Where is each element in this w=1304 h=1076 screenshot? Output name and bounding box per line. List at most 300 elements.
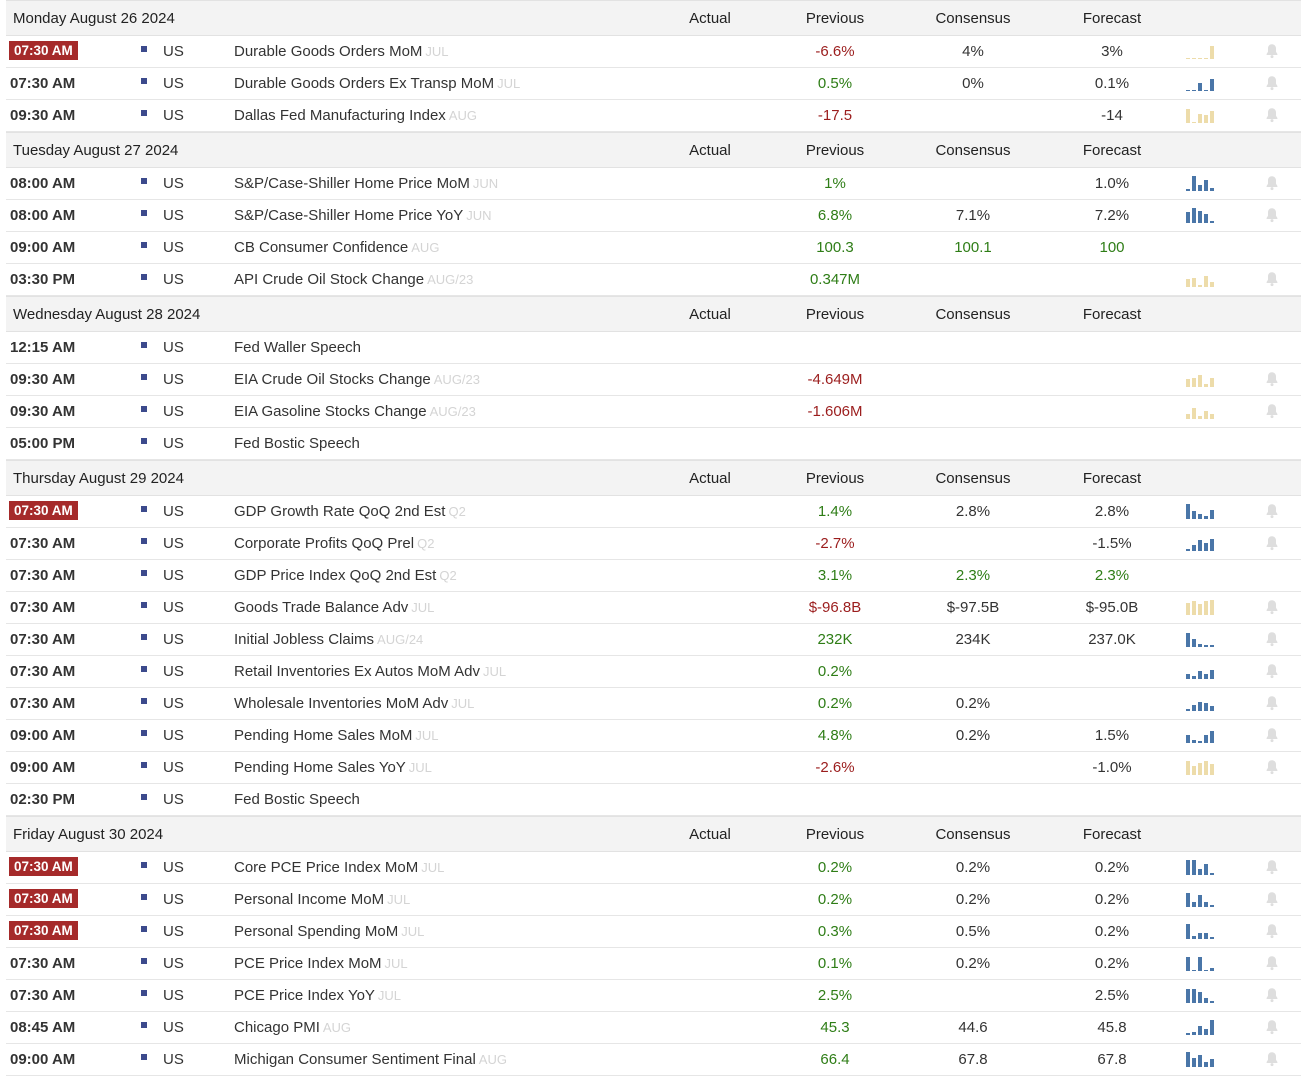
- previous-value: 100.3: [816, 239, 854, 256]
- consensus-value: 0.2%: [955, 859, 991, 876]
- forecast-value: 2.8%: [1094, 503, 1130, 520]
- sparkline-bar: [1186, 633, 1190, 647]
- bell-icon[interactable]: [1265, 107, 1279, 123]
- bell-icon[interactable]: [1265, 207, 1279, 223]
- sparkline-bar: [1204, 411, 1208, 419]
- event-time: 07:30 AM: [9, 889, 78, 908]
- sparkline-bar: [1186, 957, 1190, 971]
- sparkline-bar: [1210, 79, 1214, 91]
- event-row[interactable]: [6, 1044, 1301, 1076]
- sparkline-bar: [1210, 706, 1214, 711]
- consensus-value: 0.2%: [955, 727, 991, 744]
- event-name-link[interactable]: [234, 175, 498, 192]
- forecast-value: 45.8: [1097, 1019, 1127, 1036]
- event-country: US: [163, 207, 184, 224]
- sparkline-bar: [1186, 379, 1190, 387]
- sparkline-chart-icon[interactable]: [1186, 208, 1216, 223]
- sparkline-chart-icon[interactable]: [1186, 924, 1216, 939]
- event-country: US: [163, 175, 184, 192]
- sparkline-bar: [1192, 122, 1196, 123]
- sparkline-chart-icon[interactable]: [1186, 404, 1216, 419]
- previous-value: 4.8%: [817, 727, 853, 744]
- sparkline-chart-icon[interactable]: [1186, 1020, 1216, 1035]
- previous-value: 45.3: [820, 1019, 850, 1036]
- sparkline-bar: [1198, 763, 1202, 775]
- forecast-value: 3%: [1101, 43, 1123, 60]
- event-country: US: [163, 371, 184, 388]
- sparkline-bar: [1192, 408, 1196, 419]
- event-row[interactable]: [6, 1012, 1301, 1044]
- sparkline-bar: [1186, 893, 1190, 907]
- event-name: EIA Crude Oil Stocks Change: [234, 371, 431, 388]
- forecast-value: -1.0%: [1092, 759, 1132, 776]
- event-name: Fed Bostic Speech: [234, 435, 360, 452]
- sparkline-bar: [1186, 924, 1190, 939]
- sparkline-chart-icon[interactable]: [1186, 44, 1216, 59]
- event-row[interactable]: [6, 232, 1301, 264]
- sparkline-bar: [1186, 860, 1190, 875]
- previous-value: -4.649M: [807, 371, 863, 388]
- event-time: 12:15 AM: [10, 339, 76, 356]
- event-name-link[interactable]: [234, 1019, 351, 1036]
- event-country: US: [163, 43, 184, 60]
- event-name-link[interactable]: [234, 371, 480, 388]
- bell-icon[interactable]: [1265, 759, 1279, 775]
- event-name-link[interactable]: [234, 791, 363, 808]
- forecast-value: 0.1%: [1094, 75, 1130, 92]
- us-flag-icon: [141, 78, 157, 89]
- event-name-link[interactable]: [234, 631, 423, 648]
- event-row[interactable]: [6, 624, 1301, 656]
- event-country: US: [163, 271, 184, 288]
- event-country: US: [163, 759, 184, 776]
- sparkline-bar: [1210, 764, 1214, 775]
- event-row[interactable]: [6, 852, 1301, 884]
- bell-icon[interactable]: [1265, 175, 1279, 191]
- event-reference-period: JUL: [497, 76, 521, 91]
- event-country: US: [163, 239, 184, 256]
- bell-icon[interactable]: [1265, 43, 1279, 59]
- sparkline-bar: [1186, 709, 1190, 711]
- forecast-value: 1.0%: [1094, 175, 1130, 192]
- event-name-link[interactable]: [234, 599, 434, 616]
- bell-icon[interactable]: [1265, 503, 1279, 519]
- event-row[interactable]: [6, 560, 1301, 592]
- sparkline-bar: [1210, 378, 1214, 387]
- sparkline-bar: [1198, 58, 1202, 59]
- event-reference-period: JUL: [415, 728, 439, 743]
- consensus-value: 7.1%: [955, 207, 991, 224]
- consensus-value: $-97.5B: [946, 599, 1000, 616]
- event-name: S&P/Case-Shiller Home Price MoM: [234, 175, 470, 192]
- us-flag-icon: [141, 374, 157, 385]
- column-header-consensus: Consensus: [935, 10, 1011, 27]
- sparkline-bar: [1186, 90, 1190, 91]
- event-time: 07:30 AM: [10, 631, 76, 648]
- event-name-link[interactable]: [234, 695, 474, 712]
- previous-value: 66.4: [820, 1051, 850, 1068]
- us-flag-icon: [141, 862, 157, 873]
- event-row[interactable]: [6, 68, 1301, 100]
- event-row[interactable]: [6, 496, 1301, 528]
- sparkline-chart-icon[interactable]: [1186, 728, 1216, 743]
- previous-value: 0.347M: [809, 271, 861, 288]
- event-country: US: [163, 403, 184, 420]
- sparkline-chart-icon[interactable]: [1186, 1052, 1216, 1067]
- column-header-forecast: Forecast: [1082, 826, 1142, 843]
- event-time: 07:30 AM: [10, 75, 76, 92]
- event-name: Durable Goods Orders MoM: [234, 43, 423, 60]
- event-time: 08:45 AM: [10, 1019, 76, 1036]
- sparkline-bar: [1192, 511, 1196, 519]
- sparkline-bar: [1186, 1033, 1190, 1035]
- sparkline-bar: [1210, 188, 1214, 191]
- sparkline-bar: [1204, 90, 1208, 91]
- event-row[interactable]: [6, 720, 1301, 752]
- event-row[interactable]: [6, 168, 1301, 200]
- event-name-link[interactable]: [234, 987, 401, 1004]
- sparkline-bar: [1192, 176, 1196, 191]
- bell-icon[interactable]: [1265, 631, 1279, 647]
- sparkline-bar: [1204, 58, 1208, 59]
- sparkline-bar: [1192, 639, 1196, 647]
- forecast-value: 0.2%: [1094, 955, 1130, 972]
- consensus-value: 2.3%: [955, 567, 991, 584]
- sparkline-chart-icon[interactable]: [1186, 956, 1216, 971]
- event-name-link[interactable]: [234, 859, 444, 876]
- event-row[interactable]: [6, 396, 1301, 428]
- column-header-previous: Previous: [805, 10, 865, 27]
- column-header-consensus: Consensus: [935, 470, 1011, 487]
- sparkline-bar: [1210, 111, 1214, 123]
- event-name: Retail Inventories Ex Autos MoM Adv: [234, 663, 480, 680]
- event-row[interactable]: [6, 528, 1301, 560]
- event-name-link[interactable]: [234, 503, 466, 520]
- event-time: 09:00 AM: [10, 239, 76, 256]
- day-header: [6, 296, 1301, 332]
- forecast-value: 0.2%: [1094, 891, 1130, 908]
- bell-icon[interactable]: [1265, 535, 1279, 551]
- sparkline-bar: [1186, 1052, 1190, 1067]
- column-header-forecast: Forecast: [1082, 470, 1142, 487]
- event-row[interactable]: [6, 332, 1301, 364]
- sparkline-chart-icon[interactable]: [1186, 860, 1216, 875]
- sparkline-bar: [1210, 670, 1214, 679]
- sparkline-bar: [1198, 185, 1202, 191]
- bell-icon[interactable]: [1265, 891, 1279, 907]
- event-time: 05:00 PM: [10, 435, 76, 452]
- sparkline-bar: [1192, 545, 1196, 551]
- consensus-value: 4%: [962, 43, 984, 60]
- event-time: 07:30 AM: [9, 921, 78, 940]
- sparkline-bar: [1210, 1001, 1214, 1003]
- bell-icon[interactable]: [1265, 1051, 1279, 1067]
- bell-icon[interactable]: [1265, 727, 1279, 743]
- us-flag-icon: [141, 634, 157, 645]
- forecast-value: 2.5%: [1094, 987, 1130, 1004]
- sparkline-bar: [1198, 644, 1202, 647]
- day-title: Tuesday August 27 2024: [13, 142, 179, 159]
- sparkline-chart-icon[interactable]: [1186, 536, 1216, 551]
- bell-icon[interactable]: [1265, 859, 1279, 875]
- previous-value: -17.5: [817, 107, 853, 124]
- sparkline-bar: [1198, 1055, 1202, 1067]
- day-title: Friday August 30 2024: [13, 826, 164, 843]
- event-row[interactable]: [6, 916, 1301, 948]
- sparkline-bar: [1210, 731, 1214, 743]
- event-row[interactable]: [6, 428, 1301, 460]
- sparkline-bar: [1204, 970, 1208, 971]
- sparkline-bar: [1198, 741, 1202, 743]
- event-row[interactable]: [6, 884, 1301, 916]
- us-flag-icon: [141, 1054, 157, 1065]
- sparkline-chart-icon[interactable]: [1186, 504, 1216, 519]
- sparkline-bar: [1198, 604, 1202, 615]
- sparkline-chart-icon[interactable]: [1186, 600, 1216, 615]
- bell-icon[interactable]: [1265, 663, 1279, 679]
- previous-value: -2.7%: [815, 535, 855, 552]
- event-name: Core PCE Price Index MoM: [234, 859, 419, 876]
- event-row[interactable]: [6, 364, 1301, 396]
- previous-value: 0.2%: [817, 663, 853, 680]
- event-row[interactable]: [6, 36, 1301, 68]
- bell-icon[interactable]: [1265, 695, 1279, 711]
- forecast-value: 67.8: [1097, 1051, 1127, 1068]
- event-name-link[interactable]: [234, 239, 439, 256]
- event-reference-period: AUG: [448, 108, 477, 123]
- sparkline-chart-icon[interactable]: [1186, 372, 1216, 387]
- event-name-link[interactable]: [234, 107, 477, 124]
- event-row[interactable]: [6, 752, 1301, 784]
- sparkline-bar: [1204, 214, 1208, 223]
- sparkline-bar: [1192, 58, 1196, 59]
- event-name: Fed Waller Speech: [234, 339, 362, 356]
- event-name-link[interactable]: [234, 435, 363, 452]
- previous-value: -2.6%: [815, 759, 855, 776]
- sparkline-bar: [1198, 416, 1202, 419]
- event-name-link[interactable]: [234, 1051, 507, 1068]
- us-flag-icon: [141, 210, 157, 221]
- event-name-link[interactable]: [234, 759, 432, 776]
- forecast-value: -1.5%: [1092, 535, 1132, 552]
- previous-value: 0.5%: [817, 75, 853, 92]
- sparkline-bar: [1210, 968, 1214, 971]
- consensus-value: 0.2%: [955, 955, 991, 972]
- sparkline-bar: [1204, 864, 1208, 875]
- sparkline-bar: [1192, 936, 1196, 939]
- sparkline-bar: [1192, 278, 1196, 287]
- event-row[interactable]: [6, 200, 1301, 232]
- event-row[interactable]: [6, 688, 1301, 720]
- previous-value: 0.2%: [817, 859, 853, 876]
- sparkline-chart-icon[interactable]: [1186, 76, 1216, 91]
- bell-icon[interactable]: [1265, 403, 1279, 419]
- sparkline-chart-icon[interactable]: [1186, 176, 1216, 191]
- event-country: US: [163, 1019, 184, 1036]
- event-row[interactable]: [6, 980, 1301, 1012]
- us-flag-icon: [141, 730, 157, 741]
- event-row[interactable]: [6, 656, 1301, 688]
- event-reference-period: JUL: [425, 44, 449, 59]
- sparkline-bar: [1186, 549, 1190, 551]
- sparkline-bar: [1204, 645, 1208, 647]
- consensus-value: 2.8%: [955, 503, 991, 520]
- event-country: US: [163, 1051, 184, 1068]
- sparkline-chart-icon[interactable]: [1186, 988, 1216, 1003]
- sparkline-chart-icon[interactable]: [1186, 696, 1216, 711]
- event-name-link[interactable]: [234, 339, 364, 356]
- us-flag-icon: [141, 178, 157, 189]
- bell-icon[interactable]: [1265, 1019, 1279, 1035]
- consensus-value: 0%: [962, 75, 984, 92]
- event-country: US: [163, 859, 184, 876]
- day-header: [6, 816, 1301, 852]
- previous-value: -6.6%: [815, 43, 855, 60]
- event-name: Personal Spending MoM: [234, 923, 399, 940]
- event-time: 03:30 PM: [10, 271, 76, 288]
- sparkline-chart-icon[interactable]: [1186, 664, 1216, 679]
- event-country: US: [163, 631, 184, 648]
- sparkline-chart-icon[interactable]: [1186, 632, 1216, 647]
- forecast-value: 100: [1099, 239, 1125, 256]
- bell-icon[interactable]: [1265, 599, 1279, 615]
- bell-icon[interactable]: [1265, 75, 1279, 91]
- event-row[interactable]: [6, 784, 1301, 816]
- sparkline-bar: [1204, 601, 1208, 615]
- event-reference-period: Q2: [417, 536, 435, 551]
- day-title: Thursday August 29 2024: [13, 470, 184, 487]
- sparkline-bar: [1204, 674, 1208, 679]
- sparkline-bar: [1192, 1032, 1196, 1035]
- sparkline-bar: [1192, 766, 1196, 775]
- event-name-link[interactable]: [234, 663, 506, 680]
- event-reference-period: JUL: [421, 860, 445, 875]
- us-flag-icon: [141, 46, 157, 57]
- event-name: CB Consumer Confidence: [234, 239, 409, 256]
- event-country: US: [163, 791, 184, 808]
- event-name: API Crude Oil Stock Change: [234, 271, 425, 288]
- sparkline-bar: [1198, 114, 1202, 123]
- sparkline-bar: [1198, 540, 1202, 551]
- event-row[interactable]: [6, 100, 1301, 132]
- sparkline-bar: [1210, 510, 1214, 519]
- forecast-value: 237.0K: [1088, 631, 1136, 648]
- forecast-value: 0.2%: [1094, 923, 1130, 940]
- sparkline-bar: [1210, 600, 1214, 615]
- event-time: 08:00 AM: [10, 175, 76, 192]
- event-time: 09:30 AM: [10, 371, 76, 388]
- sparkline-bar: [1204, 384, 1208, 387]
- event-name-link[interactable]: [234, 727, 439, 744]
- sparkline-bar: [1204, 761, 1208, 775]
- column-header-consensus: Consensus: [935, 142, 1011, 159]
- event-name-link[interactable]: [234, 567, 457, 584]
- sparkline-bar: [1198, 285, 1202, 287]
- event-name: Personal Income MoM: [234, 891, 385, 908]
- sparkline-bar: [1186, 603, 1190, 615]
- sparkline-chart-icon[interactable]: [1186, 892, 1216, 907]
- event-country: US: [163, 435, 184, 452]
- event-row[interactable]: [6, 948, 1301, 980]
- event-country: US: [163, 987, 184, 1004]
- us-flag-icon: [141, 342, 157, 353]
- sparkline-bar: [1210, 414, 1214, 419]
- bell-icon[interactable]: [1265, 371, 1279, 387]
- sparkline-bar: [1204, 516, 1208, 519]
- sparkline-bar: [1198, 83, 1202, 91]
- bell-icon[interactable]: [1265, 271, 1279, 287]
- event-reference-period: JUN: [472, 176, 499, 191]
- event-name-link[interactable]: [234, 271, 473, 288]
- event-reference-period: AUG/23: [433, 372, 481, 387]
- sparkline-bar: [1198, 1026, 1202, 1035]
- event-country: US: [163, 663, 184, 680]
- event-name: Pending Home Sales MoM: [234, 727, 413, 744]
- us-flag-icon: [141, 1022, 157, 1033]
- event-time: 07:30 AM: [10, 599, 76, 616]
- event-reference-period: AUG/23: [429, 404, 476, 419]
- event-name-link[interactable]: [234, 955, 408, 972]
- event-row[interactable]: [6, 264, 1301, 296]
- event-name-link[interactable]: [234, 43, 449, 60]
- previous-value: 0.2%: [817, 695, 853, 712]
- us-flag-icon: [141, 110, 157, 121]
- event-name: GDP Price Index QoQ 2nd Est: [234, 567, 437, 584]
- event-time: 09:00 AM: [10, 1051, 76, 1068]
- event-reference-period: JUL: [411, 600, 435, 615]
- us-flag-icon: [141, 506, 157, 517]
- column-header-actual: Actual: [689, 470, 731, 487]
- us-flag-icon: [141, 698, 157, 709]
- sparkline-bar: [1192, 676, 1196, 679]
- event-name-link[interactable]: [234, 207, 492, 224]
- sparkline-bar: [1186, 989, 1190, 1003]
- event-country: US: [163, 955, 184, 972]
- event-name-link[interactable]: [234, 891, 410, 908]
- event-name-link[interactable]: [234, 403, 476, 420]
- bell-icon[interactable]: [1265, 923, 1279, 939]
- event-name: Initial Jobless Claims: [234, 631, 375, 648]
- sparkline-bar: [1204, 998, 1208, 1003]
- column-header-actual: Actual: [689, 306, 731, 323]
- bell-icon[interactable]: [1265, 955, 1279, 971]
- event-name: Chicago PMI: [234, 1019, 320, 1036]
- event-country: US: [163, 339, 184, 356]
- forecast-value: $-95.0B: [1085, 599, 1139, 616]
- event-country: US: [163, 107, 184, 124]
- event-country: US: [163, 891, 184, 908]
- sparkline-bar: [1204, 180, 1208, 191]
- bell-icon[interactable]: [1265, 987, 1279, 1003]
- sparkline-bar: [1192, 90, 1196, 91]
- event-name-link[interactable]: [234, 535, 434, 552]
- event-reference-period: AUG: [478, 1052, 507, 1067]
- event-row[interactable]: [6, 592, 1301, 624]
- sparkline-bar: [1192, 601, 1196, 615]
- consensus-value: 0.2%: [955, 891, 991, 908]
- event-name-link[interactable]: [234, 75, 520, 92]
- sparkline-chart-icon[interactable]: [1186, 108, 1216, 123]
- event-name: Wholesale Inventories MoM Adv: [234, 695, 449, 712]
- sparkline-chart-icon[interactable]: [1186, 272, 1216, 287]
- sparkline-bar: [1186, 279, 1190, 287]
- sparkline-bar: [1198, 514, 1202, 519]
- sparkline-bar: [1192, 902, 1196, 907]
- event-name-link[interactable]: [234, 923, 424, 940]
- sparkline-chart-icon[interactable]: [1186, 760, 1216, 775]
- sparkline-bar: [1210, 221, 1214, 223]
- sparkline-bar: [1192, 740, 1196, 743]
